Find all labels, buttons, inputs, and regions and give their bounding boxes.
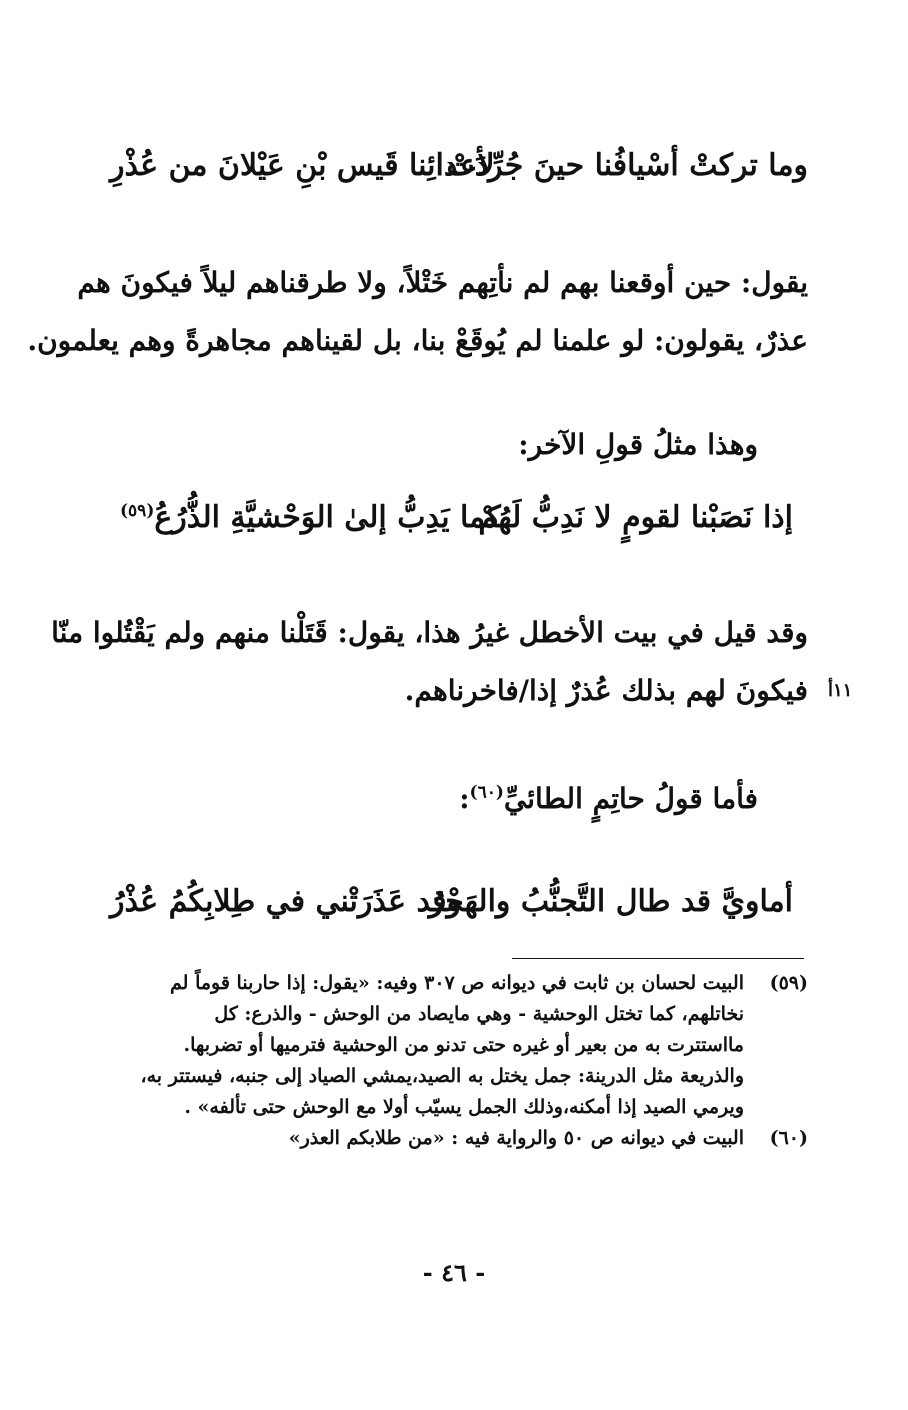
footnotes bbox=[88, 968, 808, 1154]
footnote-separator bbox=[512, 958, 804, 959]
footnote-60-line-1 bbox=[88, 1123, 808, 1154]
verse-2-left-hemistich bbox=[120, 500, 501, 535]
footnote-ref-60[interactable]: (٦٠) bbox=[469, 782, 504, 803]
commentary-1-line-2: عذرٌ، يقولون: لو علمنا لم يُوقَعْ بنا، بل لقيناهم مجاهرةً وهم يعلمون. bbox=[27, 324, 808, 357]
footnote-ref-59[interactable]: (٥٩) bbox=[120, 501, 155, 521]
verse-2-right-hemistich: إذا نَصَبْنا لقومٍ لا نَدِبُّ لَهُمْ bbox=[478, 500, 793, 535]
intro-2-text: وهذا مثلُ قولِ الآخر: bbox=[518, 428, 758, 461]
footnote-59-line-5: ويرمي الصيد إذا أمكنه،وذلك الجمل يسيّب أولا مع الوحش حتى تألفه» . bbox=[184, 1096, 744, 1118]
footnote-59-text-1: البيت لحسان بن ثابت في ديوانه ص ٣٠٧ وفيه: «يقول: إذا حاربنا قوماً لم bbox=[170, 972, 744, 994]
verse-3-left-hemistich: وقد عَذَرَتْني في طِلابِكُمُ عُذْرُ bbox=[110, 884, 462, 919]
verse-1 bbox=[0, 148, 908, 198]
verse-2 bbox=[0, 500, 908, 550]
commentary-2-line-1: وقد قيل في بيت الأخطل غيرُ هذا، يقول: قَتَلْنا منهم ولم يَقْتُلوا منّا bbox=[51, 616, 808, 649]
page-number: - ٤٦ - bbox=[422, 1258, 486, 1287]
intro-3 bbox=[459, 782, 758, 815]
footnote-60-text-1: البيت في ديوانه ص ٥٠ والرواية فيه : «من طلابكم العذر» bbox=[288, 1127, 744, 1149]
footnote-60-number: (٦٠) bbox=[769, 1127, 808, 1149]
intro-2 bbox=[518, 428, 758, 461]
footnote-59-line-3: مااستترت به من بعير أو غيره حتى تدنو من الوحشية فترميها أو تضربها. bbox=[183, 1034, 744, 1056]
commentary-1-line-1: يقول: حين أوقعنا بهم لم نأتِهم خَتْلاً، ولا طرقناهم ليلاً فيكونَ هم bbox=[77, 266, 808, 299]
footnote-59-line-2: نخاتلهم، كما تختل الوحشية - وهي مايصاد من الوحش - والذرع: كل bbox=[214, 1003, 744, 1025]
verse-1-left-hemistich: لأعدائِنا قَيس بْنِ عَيْلانَ من عُذْرِ bbox=[110, 148, 495, 183]
intro-3-text: فأما قولُ حاتِمٍ الطائيِّ bbox=[503, 782, 758, 815]
commentary-2-line-2: فيكونَ لهم بذلك عُذرٌ إذا/فاخرناهم. bbox=[404, 674, 808, 707]
verse-3 bbox=[0, 884, 908, 934]
footnote-59-number: (٥٩) bbox=[769, 972, 808, 994]
margin-folio-note: ١١أ bbox=[828, 680, 853, 701]
verse-1-right-hemistich: وما تركتْ أسْيافُنا حينَ جُرِّدَتْ bbox=[446, 148, 808, 183]
verse-2-left-hemistich-text: كما يَدِبُّ إلىٰ الوَحْشيَّةِ الذُّرُعُ bbox=[154, 500, 501, 535]
footnote-59-line-1 bbox=[88, 968, 808, 999]
commentary-2 bbox=[51, 604, 808, 720]
commentary-1 bbox=[27, 254, 808, 370]
footnote-59-line-4: والذريعة مثل الدرينة: جمل يختل به الصيد،يمشي الصياد إلى جنبه، فيستتر به، bbox=[140, 1065, 744, 1087]
intro-3-suffix: : bbox=[459, 782, 470, 815]
verse-3-right-hemistich: أماويَّ قد طال التَّجنُّبُ والهَجْرُ bbox=[428, 884, 793, 919]
